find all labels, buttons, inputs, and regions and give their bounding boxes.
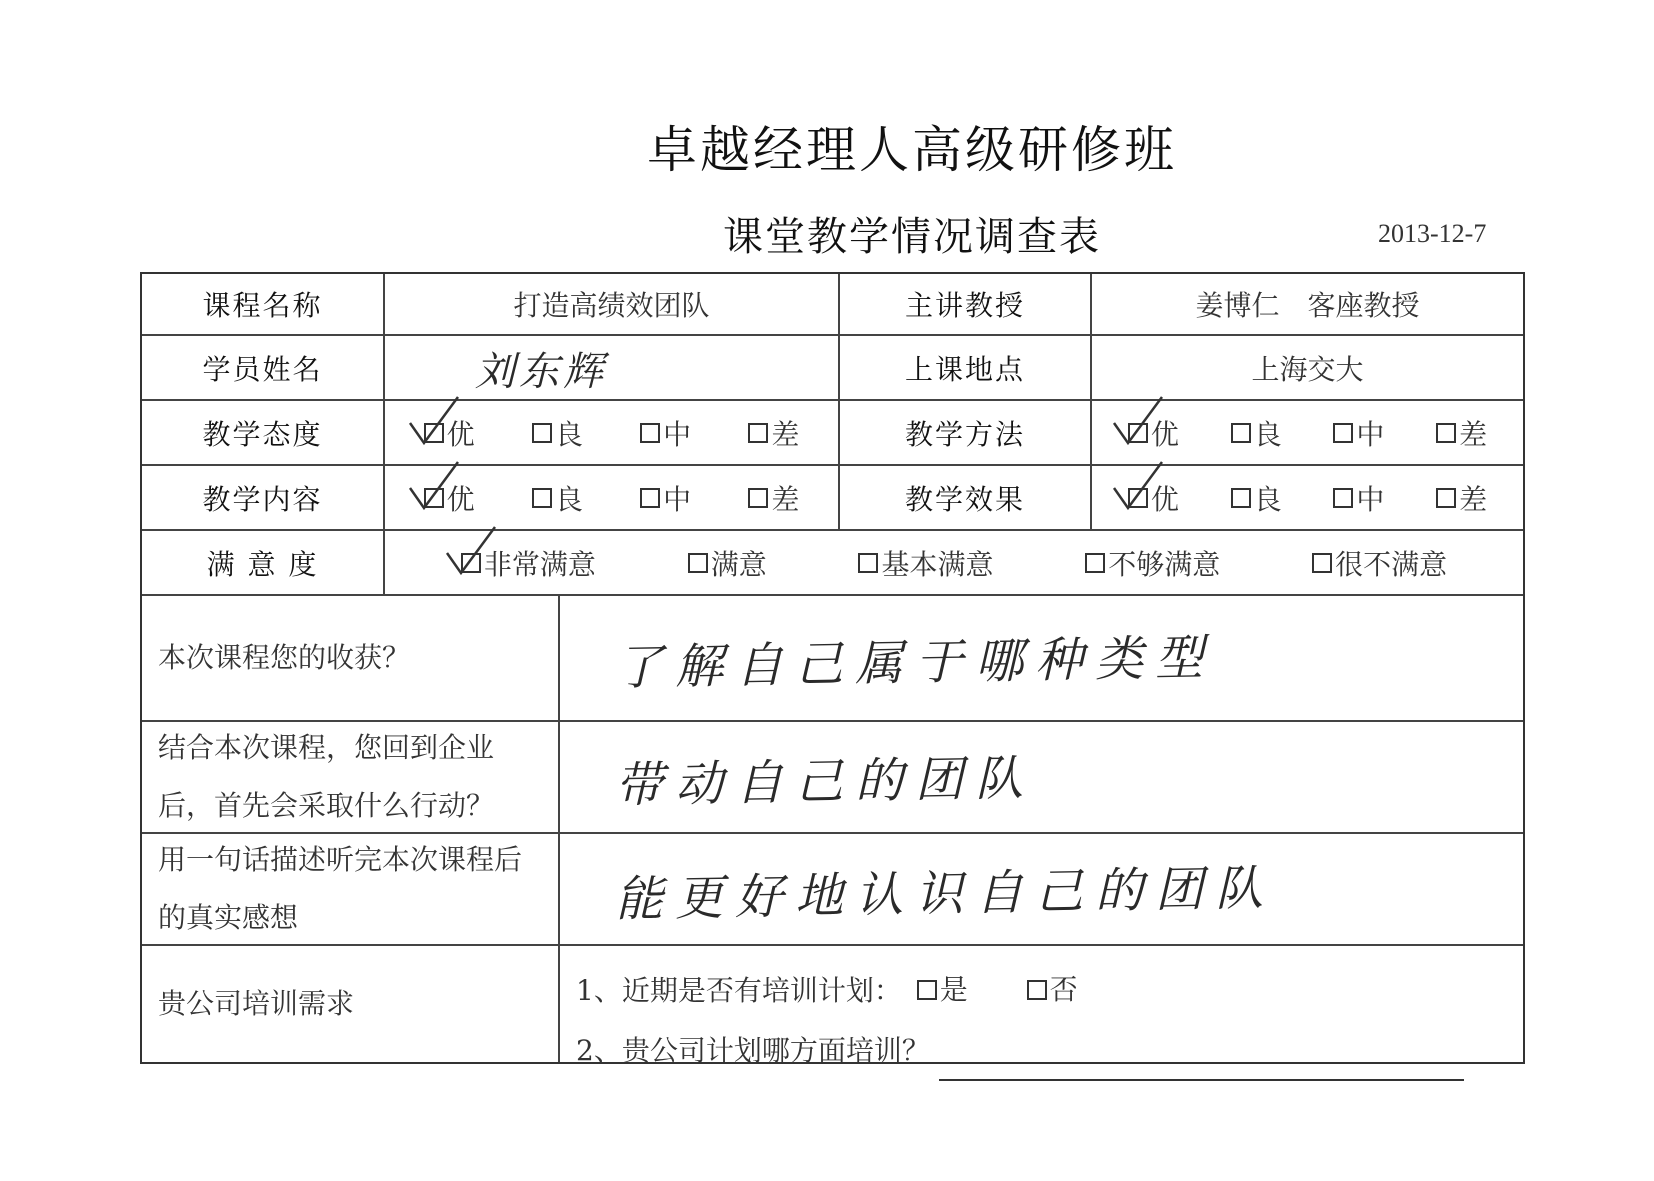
effect-option[interactable] [1333, 478, 1384, 518]
question-label-feeling: 用一句话描述听完本次课程后的真实感想 [142, 834, 560, 944]
training-needs-content [560, 946, 1523, 1067]
training-area-input[interactable] [939, 1045, 1464, 1081]
page-title: 卓越经理人高级研修班 [647, 121, 1177, 179]
satisfaction-option[interactable] [688, 543, 767, 583]
option-label: 差 [1459, 417, 1488, 451]
training-plan-text: 1、近期是否有培训计划： [576, 974, 902, 1007]
checkbox-icon [424, 488, 444, 508]
effect-option[interactable] [1128, 478, 1179, 518]
option-label: 差 [771, 417, 800, 451]
professor-label: 主讲教授 [840, 274, 1092, 334]
option-label: 不够满意 [1108, 547, 1221, 581]
location-label: 上课地点 [840, 336, 1092, 399]
option-label: 中 [1356, 417, 1385, 451]
option-label: 中 [663, 482, 692, 516]
location-value: 上海交大 [1251, 352, 1364, 386]
professor-value: 姜博仁 客座教授 [1195, 289, 1420, 322]
content-option[interactable] [640, 478, 691, 518]
answer-field-gain[interactable] [560, 596, 1523, 720]
effect-label: 教学效果 [840, 466, 1092, 529]
checkbox-icon [424, 423, 444, 443]
option-label: 良 [1253, 482, 1282, 516]
satisfaction-option[interactable] [461, 543, 596, 583]
checkbox-icon [640, 423, 660, 443]
content-options [385, 466, 840, 529]
checkbox-icon [1436, 423, 1456, 443]
effect-options [1092, 466, 1523, 529]
checkbox-icon [1312, 553, 1332, 573]
answer-field-feeling[interactable] [560, 834, 1523, 944]
training-plan-no[interactable] [1027, 960, 1078, 1020]
answer-field-action[interactable] [560, 722, 1523, 832]
checkbox-icon [640, 488, 660, 508]
checkbox-icon [1231, 423, 1251, 443]
option-label: 基本满意 [881, 547, 994, 581]
training-plan-question [576, 960, 1507, 1021]
attitude-option-group [385, 413, 838, 453]
content-option[interactable] [748, 478, 799, 518]
content-option-group [385, 478, 838, 518]
question-row-action [142, 722, 1523, 834]
student-label: 学员姓名 [142, 336, 385, 399]
method-options [1092, 401, 1523, 464]
question-label-action: 结合本次课程，您回到企业后，首先会采取什么行动？ [142, 722, 560, 832]
option-label: 优 [446, 482, 475, 516]
satisfaction-options [385, 531, 1523, 594]
satisfaction-option[interactable] [1085, 543, 1220, 583]
checkbox-icon [748, 423, 768, 443]
checkbox-icon [1231, 488, 1251, 508]
training-needs-label: 贵公司培训需求 [142, 946, 560, 1062]
survey-form [140, 272, 1525, 1067]
checkbox-icon [461, 553, 481, 573]
attitude-options [385, 401, 840, 464]
checkbox-icon [917, 980, 937, 1000]
row-content-effect [142, 466, 1523, 531]
attitude-option[interactable] [424, 413, 475, 453]
satisfaction-option[interactable] [858, 543, 993, 583]
checkbox-icon [688, 553, 708, 573]
question-label-gain: 本次课程您的收获？ [142, 596, 560, 720]
option-label: 满意 [710, 547, 767, 581]
checkbox-icon [1027, 980, 1047, 1000]
content-option[interactable] [424, 478, 475, 518]
content-option[interactable] [532, 478, 583, 518]
satisfaction-label: 满 意 度 [142, 531, 385, 594]
training-needs-row [142, 946, 1523, 1067]
method-option[interactable] [1333, 413, 1384, 453]
form-date: 2013-12-7 [1378, 219, 1487, 248]
option-label: 是 [939, 973, 968, 1006]
method-option[interactable] [1231, 413, 1282, 453]
effect-option[interactable] [1436, 478, 1487, 518]
method-option-group [1092, 413, 1523, 453]
method-option[interactable] [1436, 413, 1487, 453]
option-label: 良 [554, 417, 583, 451]
option-label: 优 [446, 417, 475, 451]
checkbox-icon [532, 488, 552, 508]
checkbox-icon [748, 488, 768, 508]
row-student [142, 336, 1523, 401]
checkbox-icon [1128, 423, 1148, 443]
row-satisfaction [142, 531, 1523, 596]
checkbox-icon [1436, 488, 1456, 508]
form-subtitle: 课堂教学情况调查表 [723, 214, 1101, 260]
option-label: 中 [1356, 482, 1385, 516]
effect-option[interactable] [1231, 478, 1282, 518]
option-label: 差 [1459, 482, 1488, 516]
student-value-cell[interactable] [385, 336, 840, 399]
course-name-value: 打造高绩效团队 [385, 274, 840, 334]
option-label: 中 [663, 417, 692, 451]
method-label: 教学方法 [840, 401, 1092, 464]
effect-option-group [1092, 478, 1523, 518]
option-label: 非常满意 [483, 547, 596, 581]
student-name-handwritten: 刘东辉 [475, 349, 607, 395]
question-row-gain [142, 596, 1523, 722]
course-name-label: 课程名称 [142, 274, 385, 334]
attitude-option[interactable] [532, 413, 583, 453]
option-label: 否 [1049, 973, 1078, 1006]
content-label: 教学内容 [142, 466, 385, 529]
checkbox-icon [1085, 553, 1105, 573]
option-label: 差 [771, 482, 800, 516]
answer-handwritten-feeling: 能更好地认识自己的团队 [614, 859, 1276, 928]
satisfaction-option-group [385, 543, 1523, 583]
checkbox-icon [532, 423, 552, 443]
option-label: 良 [1253, 417, 1282, 451]
checkbox-icon [1333, 488, 1353, 508]
method-option[interactable] [1128, 413, 1179, 453]
training-area-text: 2、贵公司计划哪方面培训？ [576, 1034, 930, 1067]
option-label: 优 [1150, 417, 1179, 451]
answer-handwritten-gain: 了解自己属于哪种类型 [614, 629, 1216, 696]
checkbox-icon [1128, 488, 1148, 508]
answer-handwritten-action: 带动自己的团队 [614, 749, 1036, 814]
row-attitude-method [142, 401, 1523, 466]
attitude-label: 教学态度 [142, 401, 385, 464]
row-course [142, 274, 1523, 336]
checkbox-icon [858, 553, 878, 573]
attitude-option[interactable] [748, 413, 799, 453]
option-label: 优 [1150, 482, 1179, 516]
option-label: 良 [554, 482, 583, 516]
checkbox-icon [1333, 423, 1353, 443]
question-row-feeling [142, 834, 1523, 946]
training-plan-yes[interactable] [917, 960, 968, 1020]
option-label: 很不满意 [1335, 547, 1448, 581]
training-area-question [576, 1021, 1507, 1081]
attitude-option[interactable] [640, 413, 691, 453]
satisfaction-option[interactable] [1312, 543, 1447, 583]
